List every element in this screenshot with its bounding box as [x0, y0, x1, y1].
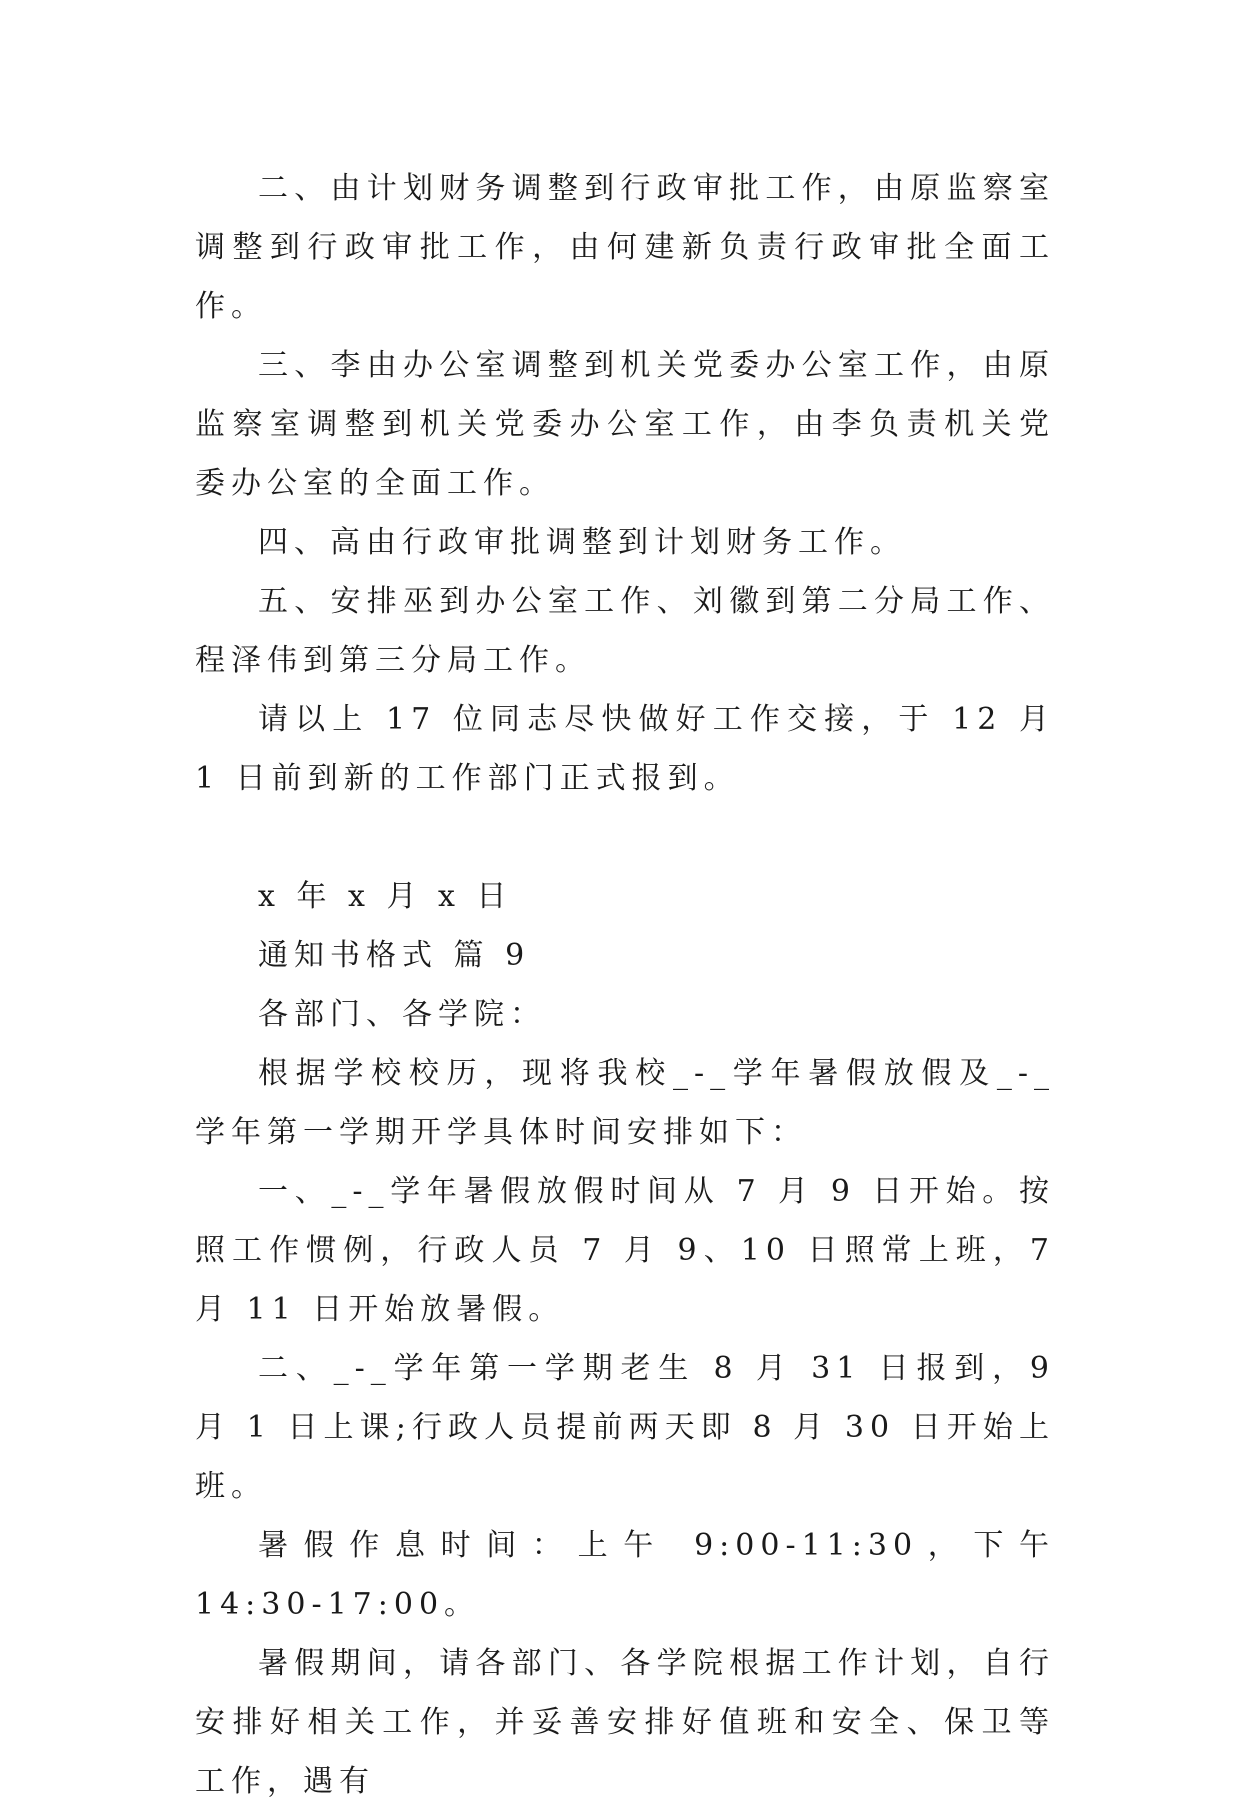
- salutation: 各部门、各学院：: [258, 997, 546, 1032]
- paragraph-summer-break: 一、_-_学年暑假放假时间从 7 月 9 日开始。按照工作惯例，行政人员 7 月 9、10 日照常上班，7 月 11 日开始放暑假。: [195, 1174, 1055, 1327]
- paragraph-item-2: 二、由计划财务调整到行政审批工作，由原监察室调整到行政审批工作，由何建新负责行政审批全面工作。: [195, 171, 1055, 324]
- paragraph-semester-start: 二、_-_学年第一学期老生 8 月 31 日报到，9 月 1 日上课;行政人员提前两天即 8 月 30 日开始上班。: [195, 1351, 1055, 1504]
- paragraph-intro: 根据学校校历，现将我校_-_学年暑假放假及_-_学年第一学期开学具体时间安排如下：: [195, 1056, 1055, 1150]
- paragraph-item-3: 三、李由办公室调整到机关党委办公室工作，由原监察室调整到机关党委办公室工作，由李负责机关党委办公室的全面工作。: [195, 348, 1055, 501]
- paragraph-item-5: 五、安排巫到办公室工作、刘徽到第二分局工作、程泽伟到第三分局工作。: [195, 584, 1055, 678]
- document-body: [195, 159, 1055, 1811]
- paragraph-report-notice: 请以上 17 位同志尽快做好工作交接，于 12 月 1 日前到新的工作部门正式报到。: [195, 702, 1055, 796]
- section-title: 通知书格式 篇 9: [258, 938, 531, 973]
- paragraph-work-hours: 暑假作息时间：上午 9:00-11:30，下午 14:30-17:00。: [195, 1528, 1055, 1622]
- paragraph-arrangements: 暑假期间，请各部门、各学院根据工作计划，自行安排好相关工作，并妥善安排好值班和安全、保卫等工作，遇有: [195, 1646, 1055, 1799]
- paragraph-item-4: 四、高由行政审批调整到计划财务工作。: [258, 525, 906, 560]
- date-line: x 年 x 月 x 日: [258, 879, 513, 914]
- blank-line: [195, 808, 1055, 867]
